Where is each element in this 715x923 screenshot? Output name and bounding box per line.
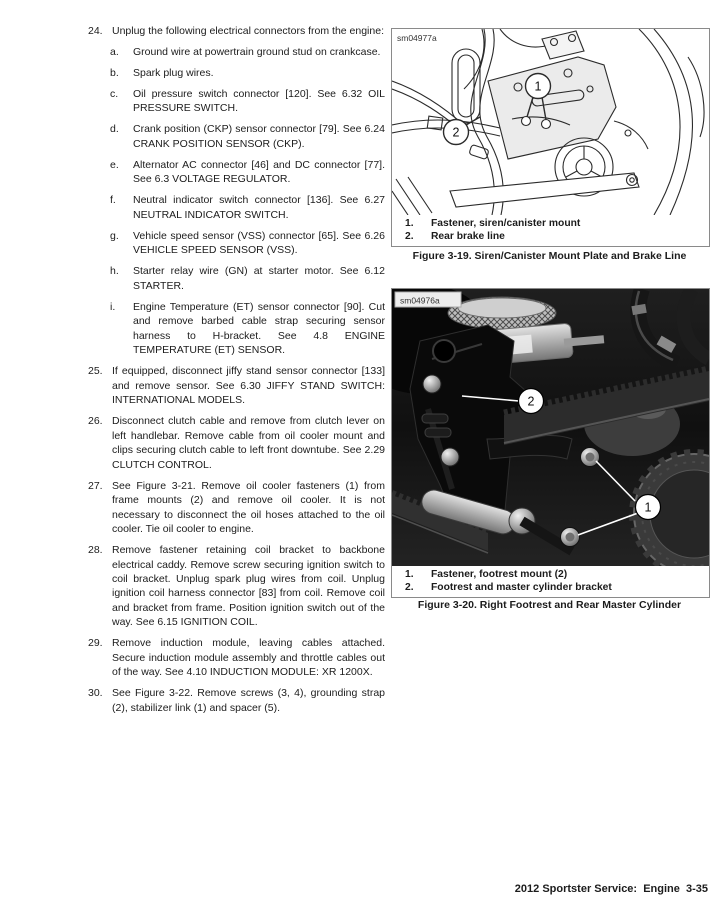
- substep-b: [110, 66, 385, 80]
- step-number: 29.: [88, 637, 103, 650]
- legend-item: [392, 568, 709, 581]
- step-27: [88, 479, 385, 537]
- substep-d: [110, 122, 385, 151]
- figure-3-19-legend: [392, 215, 709, 246]
- callout-2-badge: [519, 389, 544, 414]
- step-text: If equipped, disconnect jiffy stand sensor connector [133] and remove sensor. See 6.30 JIFFY STAND SWITCH: INTERNATIONAL MODELS.: [112, 365, 385, 407]
- legend-text: Rear brake line: [431, 231, 505, 243]
- substep-text: Ground wire at powertrain ground stud on crankcase.: [133, 45, 381, 58]
- substep-h: [110, 264, 385, 293]
- substep-text: Crank position (CKP) sensor connector [79]. See 6.24 CRANK POSITION SENSOR (CKP).: [133, 123, 385, 150]
- step-28: [88, 543, 385, 630]
- legend-text: Fastener, footrest mount (2): [431, 569, 568, 580]
- legend-text: Footrest and master cylinder bracket: [431, 582, 612, 594]
- substep-letter: e.: [110, 158, 119, 171]
- step-text: Unplug the following electrical connectors from the engine:: [112, 25, 384, 37]
- figure-3-20-legend: [392, 566, 709, 597]
- substep-letter: g.: [110, 229, 119, 242]
- legend-number: 1.: [405, 218, 414, 229]
- photo-content: [392, 289, 709, 566]
- step-24: [88, 24, 385, 38]
- substep-letter: d.: [110, 123, 119, 136]
- figure-panel-3-19: [391, 28, 710, 247]
- legend-number: 1.: [405, 569, 414, 580]
- step-text: See Figure 3-22. Remove screws (3, 4), grounding strap (2), stabilizer link (1) and spacer (5).: [112, 687, 385, 714]
- substep-text: Engine Temperature (ET) sensor connector [90]. Cut and remove barbed cable strap securing sensor harness to H-bracket. See 4.8 ENGINE TEMPERATURE (ET) SENSOR.: [133, 300, 385, 357]
- substep-letter: f.: [110, 194, 116, 207]
- substep-c: [110, 87, 385, 116]
- substep-text: Spark plug wires.: [133, 66, 214, 79]
- step-text: Remove fastener retaining coil bracket to backbone electrical caddy. Remove screw securing ignition switch to coil bracket. Unplug spark plug wires from coil. Unplug ignition coil harness connector [83] from coil. Remove coil and bracket from frame. Position ignition switch out of the way. See 6.15 IGNITION COIL.: [112, 544, 385, 629]
- callout-2-badge: [444, 120, 469, 145]
- figure-photo-id: sm04976a: [400, 295, 440, 306]
- callout-2-label: 2: [452, 125, 460, 140]
- substep-text: Alternator AC connector [46] and DC connector [77]. See 6.3 VOLTAGE REGULATOR.: [133, 158, 385, 186]
- legend-number: 2.: [405, 231, 414, 243]
- step-text: Disconnect clutch cable and remove from clutch lever on left handlebar. Remove cable from oil cooler mount and clips securing clutch cable to left front downtube. See 2.29 CLUTCH CONTROL.: [112, 415, 385, 471]
- substep-text: Starter relay wire (GN) at starter motor. See 6.12 STARTER.: [133, 265, 385, 292]
- substep-text: Vehicle speed sensor (VSS) connector [65]. See 6.26 VEHICLE SPEED SENSOR (VSS).: [133, 229, 385, 257]
- procedure-steps: [88, 24, 385, 722]
- step-number: 27.: [88, 479, 103, 492]
- callout-1-label: 1: [644, 500, 652, 515]
- step-number: 28.: [88, 544, 103, 557]
- substep-text: Neutral indicator switch connector [136]. See 6.27 NEUTRAL INDICATOR SWITCH.: [133, 194, 385, 221]
- callout-1-badge: [526, 74, 551, 99]
- line-art: [392, 29, 704, 215]
- substep-g: [110, 229, 385, 258]
- figure-caption-3-20: Figure 3-20. Right Footrest and Rear Master Cylinder: [417, 599, 682, 611]
- callout-1-badge: [636, 495, 661, 520]
- legend-item: [392, 217, 709, 230]
- figure-photo-id-badge: [395, 292, 461, 307]
- step-text: Remove induction module, leaving cables attached. Secure induction module assembly and throttle cables out of the way. See 4.10 INDUCTION MODULE: XR 1200X.: [112, 637, 385, 679]
- page-footer: 2012 Sportster Service: Engine 3-35: [514, 883, 708, 895]
- substep-letter: i.: [110, 300, 116, 313]
- step-number: 30.: [88, 687, 103, 700]
- figure-3-19-illustration: [392, 29, 709, 215]
- legend-item: [392, 230, 709, 243]
- figure-3-20-photo: [392, 289, 709, 566]
- substep-letter: c.: [110, 87, 119, 100]
- substep-i: [110, 300, 385, 358]
- step-26: [88, 414, 385, 472]
- substep-letter: h.: [110, 265, 119, 278]
- substep-letter: a.: [110, 45, 119, 58]
- step-30: [88, 686, 385, 715]
- legend-item: [392, 581, 709, 594]
- callout-2-label: 2: [527, 394, 535, 409]
- figure-caption-3-19: Figure 3-19. Siren/Canister Mount Plate and Brake Line: [412, 250, 687, 262]
- figure-photo-id: sm04977a: [397, 33, 437, 43]
- step-text: See Figure 3-21. Remove oil cooler fasteners (1) from frame mounts (2) and remove oil cooler. It is not necessary to disconnect the oil hoses attached to the oil cooler. Tie oil cooler to engine.: [112, 479, 385, 536]
- step-25: [88, 364, 385, 407]
- step-number: 24.: [88, 25, 103, 37]
- substep-letter: b.: [110, 66, 119, 79]
- substep-e: [110, 158, 385, 187]
- substep-f: [110, 193, 385, 222]
- step-number: 26.: [88, 415, 103, 428]
- legend-number: 2.: [405, 582, 414, 594]
- substep-text: Oil pressure switch connector [120]. See 6.32 OIL PRESSURE SWITCH.: [133, 87, 385, 115]
- substep-a: [110, 45, 385, 59]
- legend-text: Fastener, siren/canister mount: [431, 218, 581, 229]
- step-29: [88, 636, 385, 679]
- callout-1-label: 1: [534, 79, 542, 94]
- figure-panel-3-20: [391, 288, 710, 598]
- step-number: 25.: [88, 365, 103, 378]
